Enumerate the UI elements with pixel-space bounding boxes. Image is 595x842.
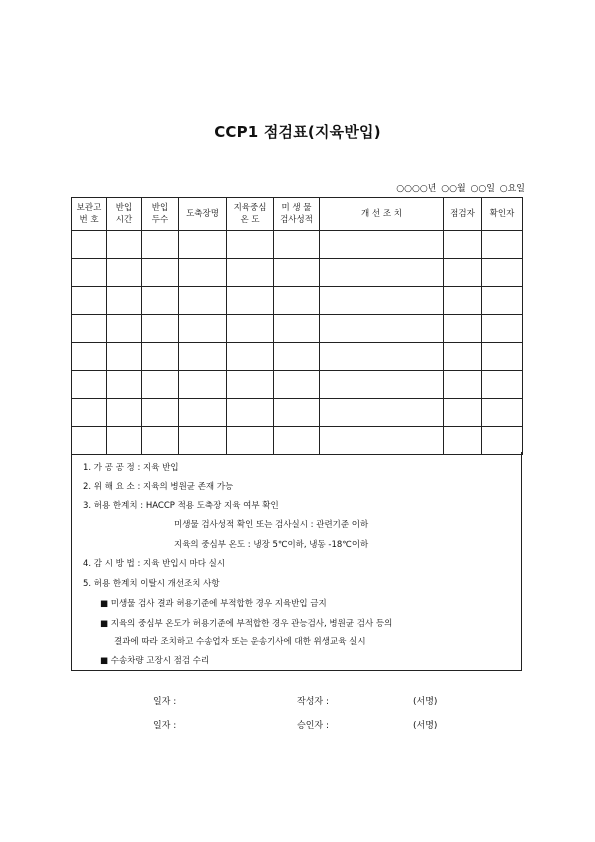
entry-cell[interactable] [72, 371, 107, 399]
note-corrective-heading: 5. 허용 한계치 이탈시 개선조치 사항 [83, 579, 220, 589]
entry-cell[interactable] [142, 343, 179, 371]
note-critical-limit-microbial: 미생물 검사성적 확인 또는 검사실시 : 관련기준 이하 [174, 520, 369, 530]
entry-cell[interactable] [72, 231, 107, 259]
entry-cell[interactable] [482, 427, 523, 455]
entry-cell[interactable] [444, 427, 482, 455]
note-monitoring: 4. 감 시 방 법 : 지육 반입시 마다 실시 [83, 559, 226, 569]
table-row [72, 315, 523, 343]
entry-cell[interactable] [444, 343, 482, 371]
entry-cell[interactable] [320, 427, 444, 455]
entry-cell[interactable] [142, 315, 179, 343]
entry-cell[interactable] [482, 315, 523, 343]
entry-cell[interactable] [274, 259, 320, 287]
note-corrective-2: ■ 지육의 중심부 온도가 허용기준에 부적합한 경우 관능검사, 병원균 검사 등의 [100, 619, 393, 629]
writer-sign-mark: (서명) [413, 697, 438, 707]
entry-cell[interactable] [179, 259, 227, 287]
note-critical-limit-temperature: 지육의 중심부 온도 : 냉장 5℃이하, 냉동 -18℃이하 [174, 540, 369, 550]
entry-cell[interactable] [142, 427, 179, 455]
entry-cell[interactable] [320, 371, 444, 399]
entry-cell[interactable] [482, 343, 523, 371]
entry-cell[interactable] [227, 315, 274, 343]
table-row [72, 231, 523, 259]
entry-cell[interactable] [482, 231, 523, 259]
entry-cell[interactable] [72, 343, 107, 371]
table-header-row [72, 198, 523, 231]
entry-cell[interactable] [482, 287, 523, 315]
header-microbial-result: 미 생 물 검사성적 [274, 198, 320, 231]
note-hazard: 2. 위 해 요 소 : 지육의 병원균 존재 가능 [83, 482, 234, 492]
writer-label: 작성자 : [297, 697, 329, 707]
entry-cell[interactable] [142, 399, 179, 427]
header-corrective-action: 개 선 조 치 [320, 198, 444, 231]
entry-cell[interactable] [179, 343, 227, 371]
entry-cell[interactable] [274, 371, 320, 399]
note-process: 1. 가 공 공 정 : 지육 반입 [83, 463, 179, 473]
entry-cell[interactable] [320, 343, 444, 371]
header-verifier: 확인자 [482, 198, 523, 231]
entry-cell[interactable] [444, 231, 482, 259]
note-critical-limit: 3. 허용 한계치 : HACCP 적용 도축장 지육 여부 확인 [83, 501, 279, 511]
note-corrective-1: ■ 미생물 검사 결과 허용기준에 부적합한 경우 지육반입 금지 [100, 599, 327, 609]
entry-cell[interactable] [227, 371, 274, 399]
entry-cell[interactable] [482, 371, 523, 399]
entry-cell[interactable] [179, 231, 227, 259]
writer-date-label: 일자 : [153, 697, 177, 707]
entry-cell[interactable] [107, 287, 142, 315]
entry-cell[interactable] [482, 259, 523, 287]
header-arrival-time: 반입 시간 [107, 198, 142, 231]
header-core-temperature: 지육중심 온 도 [227, 198, 274, 231]
approver-label: 승인자 : [297, 721, 329, 731]
entry-cell[interactable] [72, 427, 107, 455]
entry-cell[interactable] [320, 399, 444, 427]
entry-cell[interactable] [227, 287, 274, 315]
entry-cell[interactable] [107, 259, 142, 287]
entry-cell[interactable] [227, 427, 274, 455]
entry-cell[interactable] [179, 371, 227, 399]
entry-cell[interactable] [227, 399, 274, 427]
table-row [72, 399, 523, 427]
entry-cell[interactable] [482, 399, 523, 427]
header-inspector: 점검자 [444, 198, 482, 231]
entry-cell[interactable] [444, 371, 482, 399]
entry-cell[interactable] [227, 259, 274, 287]
entry-cell[interactable] [142, 259, 179, 287]
entry-cell[interactable] [72, 287, 107, 315]
table-row [72, 371, 523, 399]
entry-cell[interactable] [179, 427, 227, 455]
entry-cell[interactable] [72, 399, 107, 427]
entry-cell[interactable] [107, 231, 142, 259]
entry-cell[interactable] [179, 315, 227, 343]
entry-cell[interactable] [320, 231, 444, 259]
note-corrective-2-cont: 결과에 따라 조치하고 수송업자 또는 운송기사에 대한 위생교육 실시 [114, 637, 366, 647]
approver-date-label: 일자 : [153, 721, 177, 731]
entry-cell[interactable] [72, 259, 107, 287]
entry-cell[interactable] [107, 315, 142, 343]
ccp-notes-box [71, 452, 522, 671]
date-line: ○○○○년 ○○월 ○○일 ○요일 [396, 184, 525, 194]
entry-cell[interactable] [444, 315, 482, 343]
entry-cell[interactable] [274, 427, 320, 455]
entry-cell[interactable] [72, 315, 107, 343]
entry-cell[interactable] [107, 399, 142, 427]
entry-cell[interactable] [142, 231, 179, 259]
table-row [72, 343, 523, 371]
entry-cell[interactable] [444, 259, 482, 287]
header-storage-number: 보관고 번 호 [72, 198, 107, 231]
note-corrective-3: ■ 수송차량 고장시 점검 수리 [100, 656, 210, 666]
entry-cell[interactable] [227, 231, 274, 259]
entry-cell[interactable] [444, 287, 482, 315]
entry-cell[interactable] [142, 371, 179, 399]
entry-cell[interactable] [179, 399, 227, 427]
entry-cell[interactable] [274, 315, 320, 343]
table-row [72, 287, 523, 315]
inspection-log-table [71, 197, 523, 455]
entry-cell[interactable] [227, 343, 274, 371]
entry-cell[interactable] [107, 371, 142, 399]
header-head-count: 반입 두수 [142, 198, 179, 231]
entry-cell[interactable] [320, 259, 444, 287]
entry-cell[interactable] [179, 287, 227, 315]
entry-cell[interactable] [320, 287, 444, 315]
entry-cell[interactable] [274, 399, 320, 427]
table-row [72, 427, 523, 455]
table-row [72, 259, 523, 287]
entry-cell[interactable] [274, 287, 320, 315]
entry-cell[interactable] [444, 399, 482, 427]
entry-cell[interactable] [274, 231, 320, 259]
entry-cell[interactable] [274, 343, 320, 371]
approver-sign-mark: (서명) [413, 721, 438, 731]
entry-cell[interactable] [107, 343, 142, 371]
entry-cell[interactable] [142, 287, 179, 315]
header-slaughterhouse: 도축장명 [179, 198, 227, 231]
entry-cell[interactable] [107, 427, 142, 455]
page-title: CCP1 점검표(지육반입) [214, 123, 381, 141]
entry-cell[interactable] [320, 315, 444, 343]
